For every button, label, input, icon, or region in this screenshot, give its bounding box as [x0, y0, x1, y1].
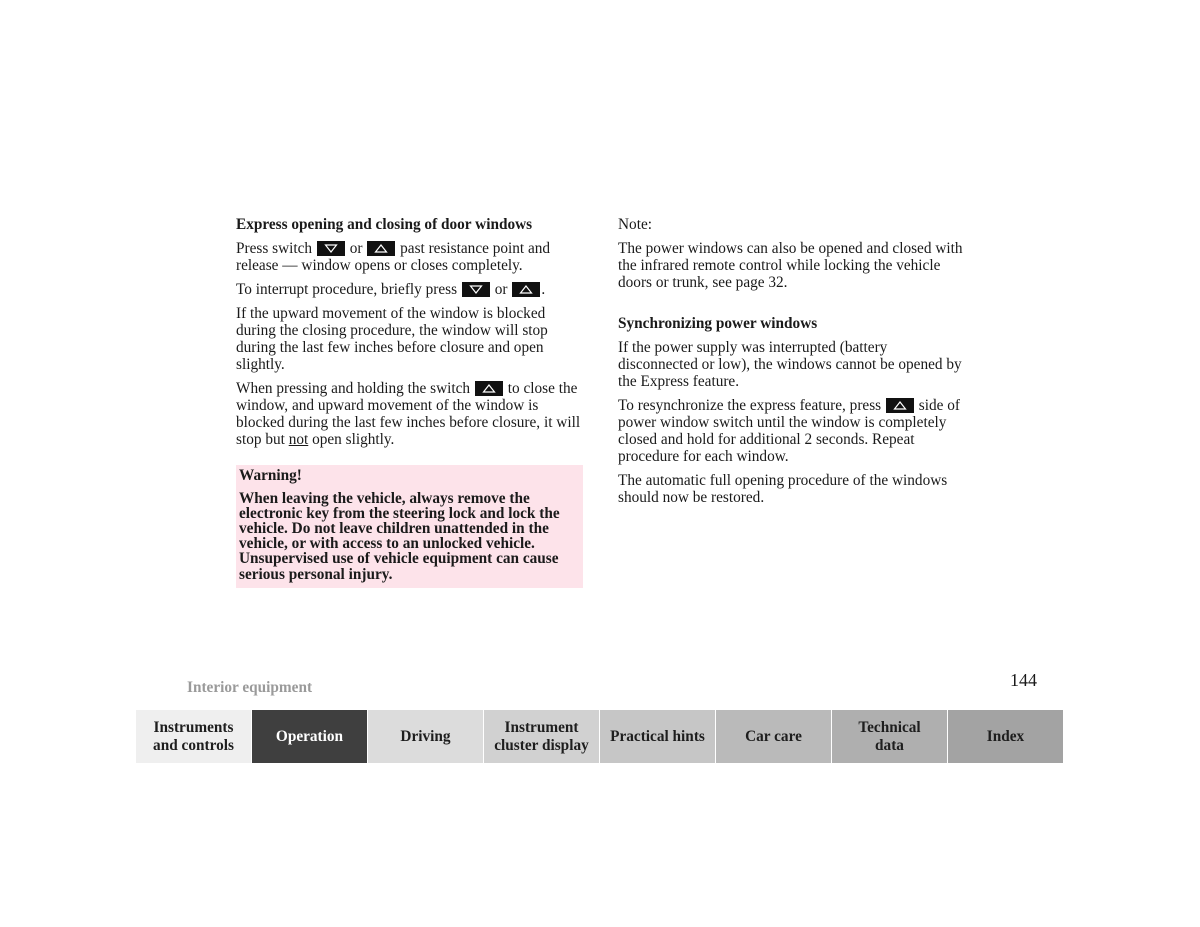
- tab-label-line: Technical: [858, 718, 921, 736]
- section-label: Interior equipment: [187, 679, 313, 696]
- sync-intro-paragraph: [618, 339, 965, 390]
- warning-title: Warning!: [239, 466, 302, 484]
- resync-paragraph: [618, 397, 965, 465]
- paragraph-line: [236, 281, 583, 298]
- tab-index[interactable]: [948, 710, 1063, 763]
- text-segment: or: [494, 280, 508, 298]
- switch-up-icon: [886, 398, 914, 413]
- paragraph-line: [618, 397, 965, 414]
- tab-instrument-cluster-display[interactable]: [484, 710, 599, 763]
- note-paragraph: [618, 240, 965, 291]
- paragraph-line: The power windows can also be opened and closed with: [618, 239, 963, 257]
- tab-practical-hints[interactable]: [600, 710, 715, 763]
- holding-paragraph: [236, 380, 583, 448]
- paragraph-line: doors or trunk, see page 32.: [618, 273, 788, 291]
- paragraph-line: The automatic full opening procedure of the windows: [618, 471, 948, 489]
- text-segment: When pressing and holding the switch: [236, 379, 471, 397]
- warning-line: Unsupervised use of vehicle equipment can cause: [239, 550, 559, 568]
- switch-down-icon: [317, 241, 345, 256]
- paragraph-line: disconnected or low), the windows cannot be opened by: [618, 355, 962, 373]
- press-switch-paragraph: [236, 240, 583, 274]
- warning-line: When leaving the vehicle, always remove the: [239, 489, 530, 507]
- tab-technical-data[interactable]: [832, 710, 947, 763]
- warning-line: vehicle, or with access to an unlocked vehicle.: [239, 535, 535, 553]
- left-column: [236, 216, 583, 455]
- tab-driving[interactable]: [368, 710, 483, 763]
- switch-up-icon: [512, 282, 540, 297]
- paragraph-line: the Express feature.: [618, 372, 740, 390]
- note-label: Note:: [618, 215, 652, 233]
- paragraph-line: blocked during the last few inches before closure, it will: [236, 413, 581, 431]
- paragraph-line: during the last few inches before closure and open: [236, 338, 544, 356]
- express-heading: Express opening and closing of door windows: [236, 215, 533, 233]
- paragraph-line: release — window opens or closes completely.: [236, 256, 523, 274]
- switch-up-icon: [367, 241, 395, 256]
- warning-box: [236, 465, 583, 588]
- interrupt-paragraph: [236, 281, 583, 298]
- paragraph-line: during the closing procedure, the window will stop: [236, 321, 548, 339]
- paragraph-line: window, and upward movement of the window is: [236, 396, 539, 414]
- switch-down-icon: [462, 282, 490, 297]
- tab-instruments-and-controls[interactable]: [136, 710, 251, 763]
- tab-label-line: Practical hints: [610, 727, 705, 745]
- tab-label-line: data: [875, 736, 904, 754]
- synchronizing-heading: Synchronizing power windows: [618, 314, 818, 332]
- page-number: 144: [1010, 670, 1037, 690]
- text-segment: To interrupt procedure, briefly press: [236, 280, 458, 298]
- text-segment: or: [349, 239, 363, 257]
- text-segment: Press switch: [236, 239, 313, 257]
- tab-label-line: Operation: [275, 727, 344, 745]
- underlined-emphasis: not: [288, 430, 309, 448]
- text-segment: side of: [918, 396, 960, 414]
- paragraph-line: [236, 240, 583, 257]
- warning-line: serious personal injury.: [239, 565, 393, 583]
- chapter-nav-bar: [136, 710, 1063, 763]
- text-segment: stop but: [236, 430, 285, 448]
- upward-blocked-paragraph: [236, 305, 583, 373]
- tab-label-line: Car care: [745, 727, 802, 745]
- tab-car-care[interactable]: [716, 710, 831, 763]
- paragraph-line: slightly.: [236, 355, 285, 373]
- paragraph-line: power window switch until the window is completely: [618, 413, 947, 431]
- paragraph-line: procedure for each window.: [618, 447, 789, 465]
- text-segment: .: [541, 280, 546, 298]
- right-column: [618, 216, 965, 513]
- paragraph-line: [236, 380, 583, 397]
- paragraph-line: [236, 431, 583, 448]
- tab-label-line: cluster display: [494, 736, 589, 754]
- text-segment: To resynchronize the express feature, press: [618, 396, 882, 414]
- tab-label-line: and controls: [153, 736, 234, 754]
- tab-label-line: Instruments: [153, 718, 234, 736]
- warning-line: electronic key from the steering lock and lock the: [239, 504, 560, 522]
- paragraph-line: If the power supply was interrupted (battery: [618, 338, 888, 356]
- paragraph-line: the infrared remote control while locking the vehicle: [618, 256, 941, 274]
- paragraph-line: should now be restored.: [618, 488, 765, 506]
- warning-body: [239, 491, 580, 582]
- restored-paragraph: [618, 472, 965, 506]
- tab-label-line: Driving: [400, 727, 451, 745]
- tab-label-line: Index: [986, 727, 1025, 745]
- paragraph-line: closed and hold for additional 2 seconds. Repeat: [618, 430, 915, 448]
- switch-up-icon: [475, 381, 503, 396]
- text-segment: to close the: [507, 379, 578, 397]
- paragraph-line: If the upward movement of the window is blocked: [236, 304, 546, 322]
- tab-label-line: Instrument: [504, 718, 579, 736]
- text-segment: open slightly.: [312, 430, 395, 448]
- text-segment: past resistance point and: [400, 239, 551, 257]
- tab-operation[interactable]: [252, 710, 367, 763]
- warning-line: vehicle. Do not leave children unattended in the: [239, 519, 549, 537]
